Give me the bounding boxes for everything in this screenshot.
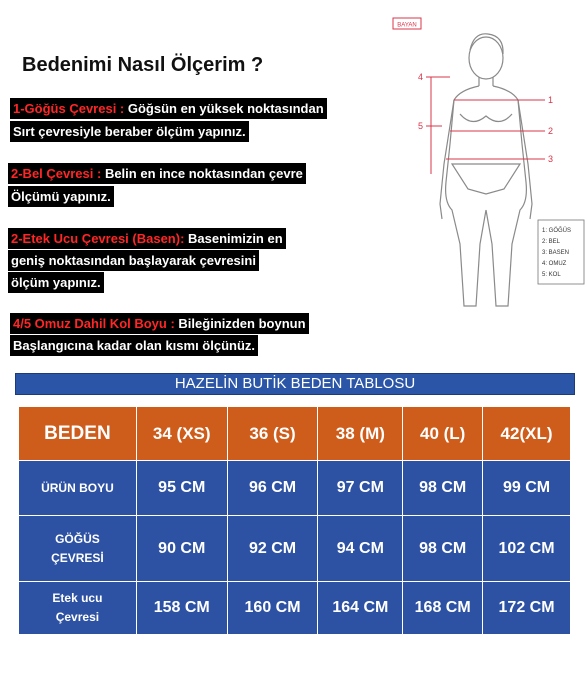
hem-label: 2-Etek Ucu Çevresi (Basen):	[11, 231, 185, 246]
hem-instruction-line3	[8, 272, 104, 293]
size-table-header-row	[19, 407, 571, 461]
sleeve-text-2: Başlangıcına kadar olan kısmı ölçünüz.	[13, 338, 256, 353]
table-cell: 92 CM	[227, 516, 318, 582]
table-cell: 96 CM	[227, 461, 318, 516]
body-measurement-figure	[390, 14, 586, 314]
sleeve-text-1: Bileğinizden boynun	[174, 316, 306, 331]
chest-label: 1-Göğüs Çevresi :	[13, 101, 125, 116]
row-label-product-length	[19, 461, 137, 516]
size-table	[18, 406, 571, 635]
bayan-tag-text: BAYAN	[397, 22, 417, 29]
header-size-xs: 34 (XS)	[136, 407, 227, 461]
waist-instruction-line1	[8, 163, 306, 184]
row-label-line1: Etek ucu	[52, 591, 103, 605]
table-cell: 90 CM	[136, 516, 227, 582]
row-label-line1: GÖĞÜS	[55, 531, 100, 546]
row-label-chest	[19, 516, 137, 582]
legend-item-3: 3: BASEN	[542, 250, 570, 256]
chest-instruction-line1	[10, 98, 327, 119]
measurement-lines	[426, 77, 545, 174]
table-cell: 97 CM	[318, 461, 403, 516]
chest-text-2: Sırt çevresiyle beraber ölçüm yapınız.	[13, 124, 246, 139]
chest-instruction-line2	[10, 121, 249, 142]
table-cell: 158 CM	[136, 582, 227, 635]
row-label-line1: ÜRÜN BOYU	[41, 480, 114, 495]
sleeve-label: 4/5 Omuz Dahil Kol Boyu :	[13, 316, 175, 331]
marker-1: 1	[548, 95, 554, 105]
table-cell: 168 CM	[403, 582, 483, 635]
table-cell: 102 CM	[483, 516, 571, 582]
legend-item-2: 2: BEL	[542, 239, 561, 245]
table-row	[19, 516, 571, 582]
hem-instruction-line1	[8, 228, 286, 249]
marker-4: 4	[418, 72, 424, 82]
table-row	[19, 461, 571, 516]
waist-text-2: Ölçümü yapınız.	[11, 189, 111, 204]
row-label-line2: Çevresi	[55, 610, 100, 624]
hem-text-2: geniş noktasından başlayarak çevresini	[11, 253, 256, 268]
waist-text-1: Belin en ince noktasından çevre	[101, 166, 303, 181]
marker-3: 3	[548, 154, 554, 164]
waist-label: 2-Bel Çevresi :	[11, 166, 102, 181]
header-size-l: 40 (L)	[403, 407, 483, 461]
header-beden: BEDEN	[19, 407, 137, 461]
header-size-xl: 42(XL)	[483, 407, 571, 461]
table-cell: 98 CM	[403, 516, 483, 582]
legend-item-5: 5: KOL	[542, 272, 561, 278]
table-cell: 94 CM	[318, 516, 403, 582]
table-cell: 95 CM	[136, 461, 227, 516]
sleeve-instruction-line1	[10, 313, 309, 334]
table-row	[19, 582, 571, 635]
hem-instruction-line2	[8, 250, 259, 271]
table-cell: 99 CM	[483, 461, 571, 516]
row-label-line2: ÇEVRESİ	[51, 550, 104, 565]
table-cell: 160 CM	[227, 582, 318, 635]
body-outline	[440, 34, 532, 306]
table-cell: 164 CM	[318, 582, 403, 635]
page-title: Bedenimi Nasıl Ölçerim ?	[22, 54, 264, 76]
table-cell: 172 CM	[483, 582, 571, 635]
marker-2: 2	[548, 126, 554, 136]
size-table-banner: HAZELİN BUTİK BEDEN TABLOSU	[15, 373, 575, 395]
header-size-m: 38 (M)	[318, 407, 403, 461]
row-label-hem	[19, 582, 137, 635]
header-size-s: 36 (S)	[227, 407, 318, 461]
hem-text-3: ölçüm yapınız.	[11, 275, 101, 290]
hem-text-1: Basenimizin en	[184, 231, 283, 246]
table-cell: 98 CM	[403, 461, 483, 516]
sleeve-instruction-line2	[10, 335, 258, 356]
chest-text-1: Göğsün en yüksek noktasından	[124, 101, 324, 116]
waist-instruction-line2	[8, 186, 114, 207]
marker-5: 5	[418, 121, 424, 131]
legend-item-1: 1: GÖĞÜS	[542, 228, 572, 234]
legend-item-4: 4: OMUZ	[542, 261, 567, 267]
